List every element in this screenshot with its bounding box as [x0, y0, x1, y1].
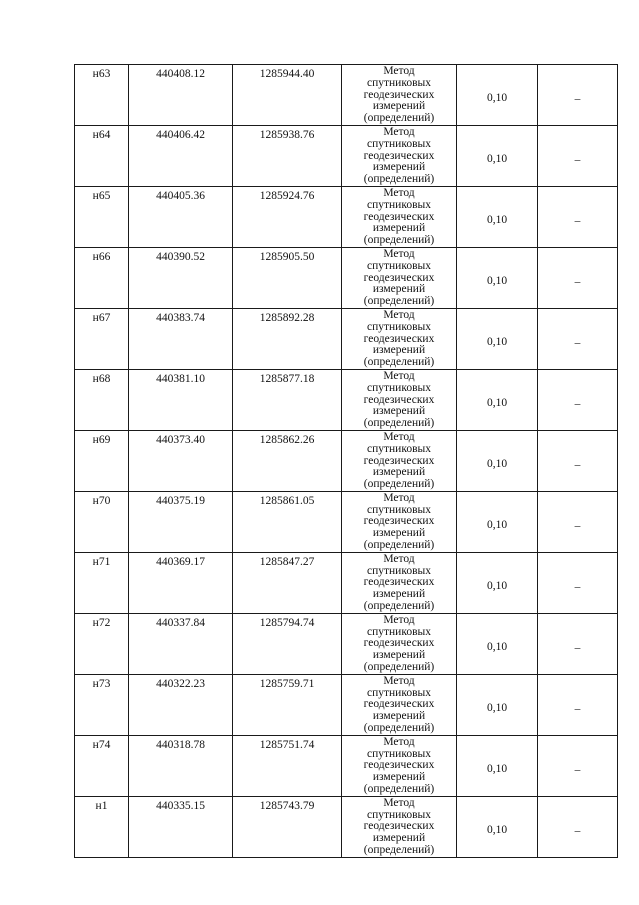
point-number-cell — [75, 674, 129, 735]
description-text: – — [574, 824, 581, 837]
x-coordinate-text: 440381.10 — [156, 372, 205, 385]
accuracy-cell — [457, 125, 538, 186]
point-number-cell — [75, 369, 129, 430]
point-number-text: н67 — [92, 311, 111, 324]
coordinates-table-body — [75, 65, 618, 858]
table-row — [75, 552, 618, 613]
x-coordinate-cell — [129, 796, 233, 857]
point-number-text: н63 — [92, 68, 111, 80]
y-coordinate-text: 1285743.79 — [259, 799, 315, 812]
y-coordinate-text: 1285924.76 — [259, 189, 315, 202]
x-coordinate-text: 440373.40 — [156, 433, 205, 446]
y-coordinate-text: 1285862.26 — [259, 433, 315, 446]
method-text: Метод спутниковых геодезических измерений (определений) — [363, 613, 435, 674]
point-number-cell — [75, 735, 129, 796]
x-coordinate-cell — [129, 308, 233, 369]
y-coordinate-text: 1285847.27 — [259, 555, 315, 568]
accuracy-text: 0,10 — [486, 518, 508, 531]
method-text: Метод спутниковых геодезических измерений (определений) — [363, 308, 435, 369]
accuracy-cell — [457, 735, 538, 796]
description-cell — [538, 735, 618, 796]
x-coordinate-text: 440406.42 — [156, 128, 205, 141]
method-cell — [342, 430, 457, 491]
accuracy-text: 0,10 — [486, 701, 508, 714]
description-cell — [538, 430, 618, 491]
y-coordinate-text: 1285877.18 — [259, 372, 315, 385]
method-cell — [342, 491, 457, 552]
description-text: – — [574, 275, 581, 288]
point-number-text: н66 — [92, 250, 111, 263]
accuracy-cell — [457, 674, 538, 735]
point-number-text: н69 — [92, 433, 111, 446]
point-number-cell — [75, 430, 129, 491]
y-coordinate-cell — [233, 735, 342, 796]
y-coordinate-text: 1285892.28 — [259, 311, 315, 324]
x-coordinate-cell — [129, 125, 233, 186]
x-coordinate-text: 440390.52 — [156, 250, 205, 263]
accuracy-text: 0,10 — [486, 213, 508, 226]
accuracy-text: 0,10 — [486, 579, 508, 592]
method-text: Метод спутниковых геодезических измерений (определений) — [363, 430, 435, 491]
point-number-cell — [75, 247, 129, 308]
description-cell — [538, 186, 618, 247]
y-coordinate-cell — [233, 186, 342, 247]
x-coordinate-text: 440369.17 — [156, 555, 205, 568]
description-cell — [538, 247, 618, 308]
table-row — [75, 308, 618, 369]
accuracy-text: 0,10 — [486, 152, 508, 165]
point-number-text: н65 — [92, 189, 111, 202]
x-coordinate-cell — [129, 613, 233, 674]
x-coordinate-text: 440318.78 — [156, 738, 205, 751]
table-row — [75, 186, 618, 247]
y-coordinate-text: 1285905.50 — [259, 250, 315, 263]
table-row — [75, 491, 618, 552]
method-cell — [342, 796, 457, 857]
point-number-cell — [75, 65, 129, 126]
description-text: – — [574, 214, 581, 227]
description-cell — [538, 65, 618, 126]
y-coordinate-cell — [233, 552, 342, 613]
x-coordinate-cell — [129, 247, 233, 308]
method-text: Метод спутниковых геодезических измерений (определений) — [363, 735, 435, 796]
accuracy-text: 0,10 — [486, 91, 508, 104]
point-number-text: н73 — [92, 677, 111, 690]
description-cell — [538, 796, 618, 857]
point-number-cell — [75, 796, 129, 857]
description-cell — [538, 613, 618, 674]
accuracy-cell — [457, 247, 538, 308]
x-coordinate-cell — [129, 491, 233, 552]
description-text: – — [574, 519, 581, 532]
table-row — [75, 430, 618, 491]
method-cell — [342, 674, 457, 735]
y-coordinate-cell — [233, 247, 342, 308]
method-text: Метод спутниковых геодезических измерений (определений) — [363, 125, 435, 186]
x-coordinate-text: 440405.36 — [156, 189, 205, 202]
method-cell — [342, 186, 457, 247]
y-coordinate-text: 1285794.74 — [259, 616, 315, 629]
table-row — [75, 369, 618, 430]
table-row — [75, 796, 618, 857]
description-text: – — [574, 153, 581, 166]
y-coordinate-text: 1285861.05 — [259, 494, 315, 507]
description-cell — [538, 491, 618, 552]
x-coordinate-text: 440375.19 — [156, 494, 205, 507]
description-text: – — [574, 336, 581, 349]
point-number-text: н72 — [92, 616, 111, 629]
y-coordinate-text: 1285938.76 — [259, 128, 315, 141]
method-cell — [342, 613, 457, 674]
accuracy-cell — [457, 308, 538, 369]
method-cell — [342, 552, 457, 613]
y-coordinate-cell — [233, 613, 342, 674]
table-row — [75, 65, 618, 126]
method-text: Метод спутниковых геодезических измерений (определений) — [363, 369, 435, 430]
accuracy-text: 0,10 — [486, 457, 508, 470]
accuracy-text: 0,10 — [486, 274, 508, 287]
method-cell — [342, 735, 457, 796]
point-number-cell — [75, 491, 129, 552]
y-coordinate-text: 1285759.71 — [259, 677, 315, 690]
accuracy-text: 0,10 — [486, 335, 508, 348]
accuracy-text: 0,10 — [486, 396, 508, 409]
accuracy-cell — [457, 796, 538, 857]
accuracy-cell — [457, 613, 538, 674]
description-cell — [538, 674, 618, 735]
point-number-text: н1 — [95, 799, 108, 812]
y-coordinate-cell — [233, 430, 342, 491]
method-cell — [342, 247, 457, 308]
table-row — [75, 735, 618, 796]
point-number-text: н70 — [92, 494, 111, 507]
method-cell — [342, 65, 457, 126]
description-text: – — [574, 641, 581, 654]
accuracy-cell — [457, 369, 538, 430]
description-text: – — [574, 580, 581, 593]
method-text: Метод спутниковых геодезических измерений (определений) — [363, 247, 435, 308]
method-text: Метод спутниковых геодезических измерений (определений) — [363, 186, 435, 247]
accuracy-cell — [457, 430, 538, 491]
method-text: Метод спутниковых геодезических измерений (определений) — [363, 65, 435, 125]
description-cell — [538, 308, 618, 369]
x-coordinate-cell — [129, 186, 233, 247]
method-cell — [342, 369, 457, 430]
x-coordinate-cell — [129, 430, 233, 491]
y-coordinate-cell — [233, 491, 342, 552]
method-cell — [342, 125, 457, 186]
x-coordinate-cell — [129, 369, 233, 430]
accuracy-cell — [457, 491, 538, 552]
x-coordinate-text: 440383.74 — [156, 311, 205, 324]
description-text: – — [574, 702, 581, 715]
y-coordinate-cell — [233, 125, 342, 186]
table-row — [75, 674, 618, 735]
x-coordinate-cell — [129, 65, 233, 126]
y-coordinate-text: 1285751.74 — [259, 738, 315, 751]
y-coordinate-text: 1285944.40 — [259, 68, 315, 80]
point-number-cell — [75, 125, 129, 186]
method-text: Метод спутниковых геодезических измерений (определений) — [363, 552, 435, 613]
point-number-cell — [75, 186, 129, 247]
x-coordinate-text: 440335.15 — [156, 799, 205, 812]
coordinates-table — [74, 64, 618, 858]
method-text: Метод спутниковых геодезических измерений (определений) — [363, 796, 435, 856]
point-number-text: н74 — [92, 738, 111, 751]
y-coordinate-cell — [233, 369, 342, 430]
point-number-cell — [75, 552, 129, 613]
accuracy-text: 0,10 — [486, 640, 508, 653]
description-text: – — [574, 763, 581, 776]
point-number-cell — [75, 613, 129, 674]
description-cell — [538, 125, 618, 186]
description-text: – — [574, 397, 581, 410]
point-number-text: н64 — [92, 128, 111, 141]
point-number-cell — [75, 308, 129, 369]
description-text: – — [574, 92, 581, 105]
description-cell — [538, 369, 618, 430]
x-coordinate-cell — [129, 735, 233, 796]
description-cell — [538, 552, 618, 613]
y-coordinate-cell — [233, 796, 342, 857]
accuracy-text: 0,10 — [486, 823, 508, 836]
method-text: Метод спутниковых геодезических измерений (определений) — [363, 674, 435, 735]
method-text: Метод спутниковых геодезических измерений (определений) — [363, 491, 435, 552]
x-coordinate-text: 440408.12 — [156, 68, 205, 80]
accuracy-cell — [457, 186, 538, 247]
accuracy-cell — [457, 65, 538, 126]
table-row — [75, 125, 618, 186]
accuracy-text: 0,10 — [486, 762, 508, 775]
accuracy-cell — [457, 552, 538, 613]
table-row — [75, 247, 618, 308]
point-number-text: н71 — [92, 555, 111, 568]
x-coordinate-cell — [129, 674, 233, 735]
y-coordinate-cell — [233, 65, 342, 126]
y-coordinate-cell — [233, 674, 342, 735]
method-cell — [342, 308, 457, 369]
x-coordinate-cell — [129, 552, 233, 613]
description-text: – — [574, 458, 581, 471]
x-coordinate-text: 440322.23 — [156, 677, 205, 690]
point-number-text: н68 — [92, 372, 111, 385]
table-row — [75, 613, 618, 674]
x-coordinate-text: 440337.84 — [156, 616, 205, 629]
y-coordinate-cell — [233, 308, 342, 369]
